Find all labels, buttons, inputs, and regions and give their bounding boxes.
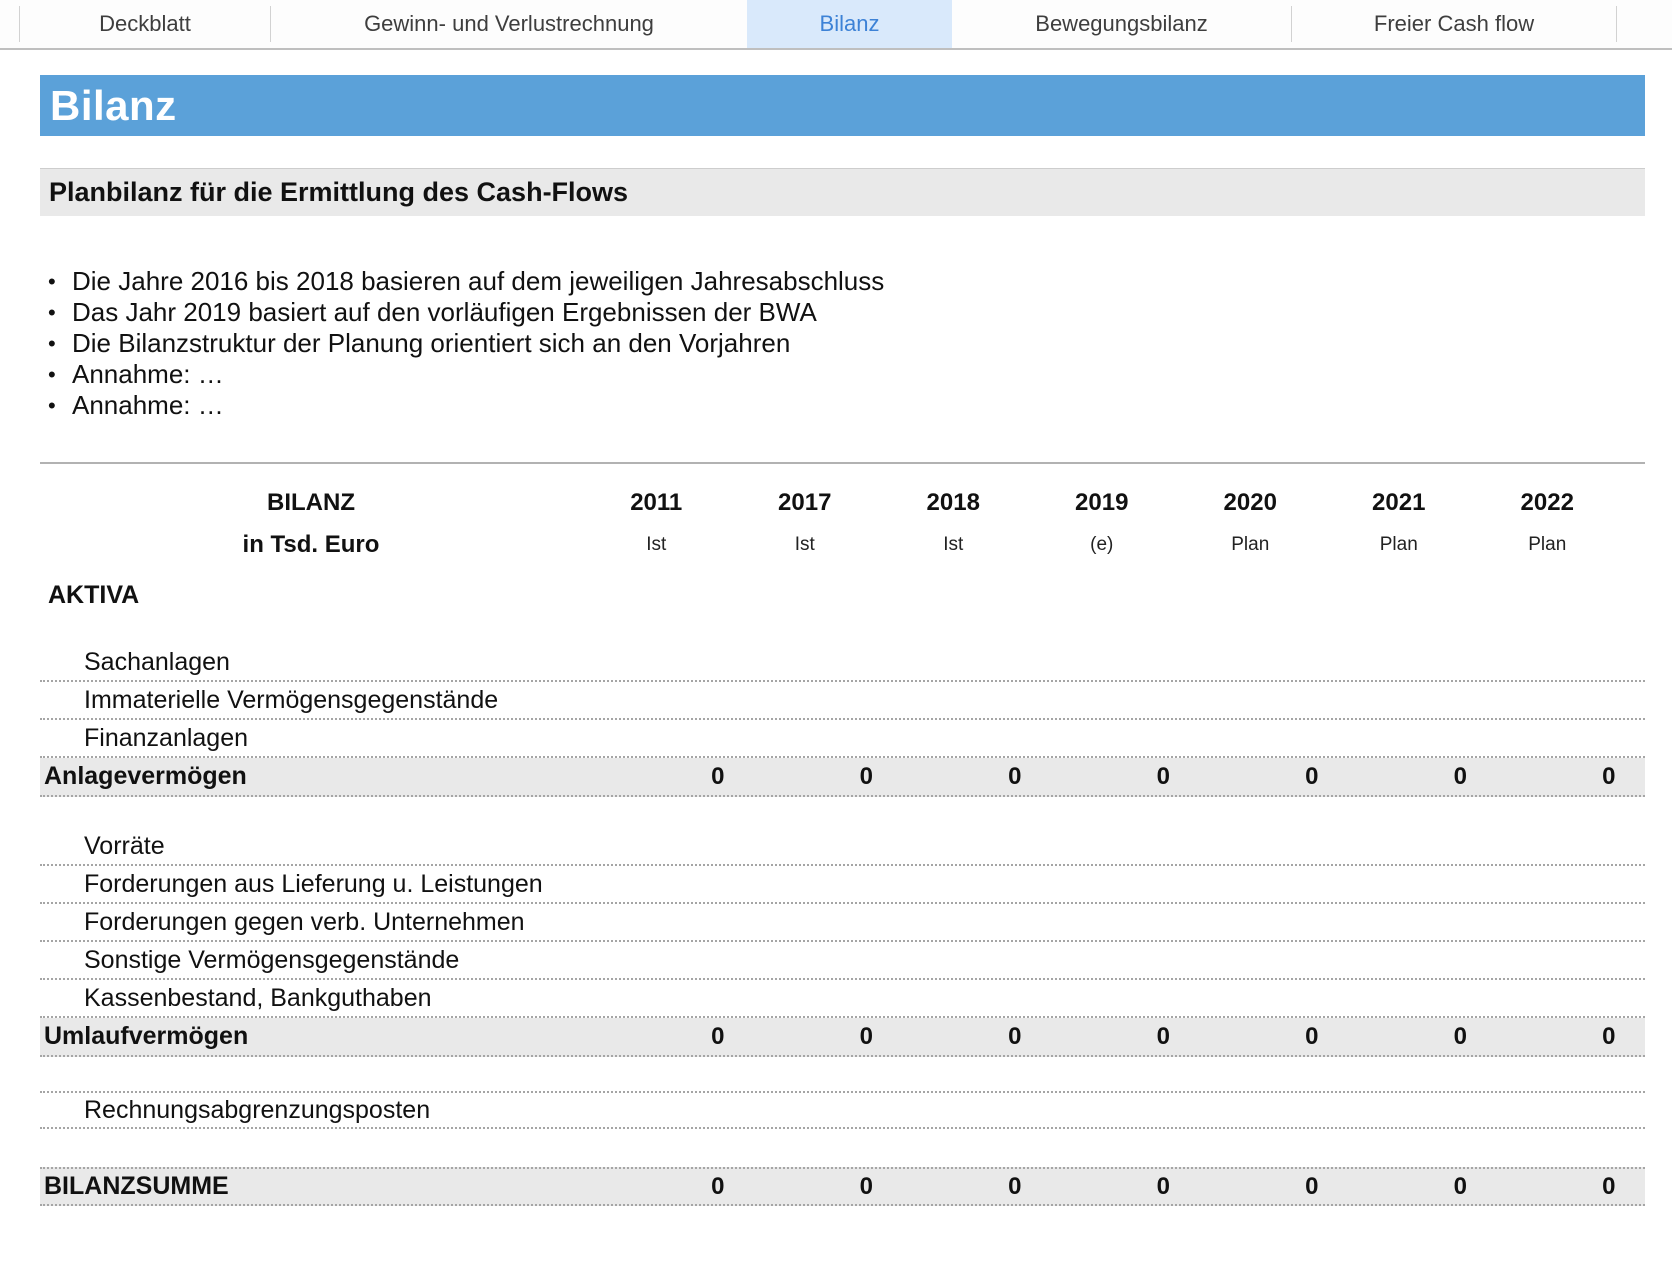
cell-value: 0	[711, 762, 725, 790]
bullet-icon: •	[48, 393, 56, 418]
column-type: Ist	[794, 534, 815, 555]
total-row-umlaufvermoegen	[40, 1018, 1645, 1057]
cell-value: 0	[1008, 762, 1022, 790]
spacer-row	[40, 1129, 1645, 1167]
tab-gewinn-und-verlustrechnung[interactable]: Gewinn- und Verlustrechnung	[364, 11, 654, 36]
row-label: BILANZSUMME	[44, 1172, 229, 1200]
table-row	[40, 980, 1645, 1018]
cell-value: 0	[859, 1172, 873, 1200]
cell-value: 0	[859, 1022, 873, 1050]
sheet-tab-bar	[0, 0, 1672, 50]
cell-value: 0	[1008, 1172, 1022, 1200]
section-heading: Planbilanz für die Ermittlung des Cash-Flows	[49, 177, 629, 207]
cell-value: 0	[1008, 1022, 1022, 1050]
tabbar-lead-space	[0, 0, 19, 48]
table-header-years	[40, 484, 1645, 522]
row-label: Forderungen gegen verb. Unternehmen	[84, 907, 525, 936]
column-type: (e)	[1090, 534, 1114, 555]
note-text: Die Jahre 2016 bis 2018 basieren auf dem jeweiligen Jahresabschluss	[72, 266, 885, 296]
cell-value: 0	[1602, 762, 1616, 790]
cell-value: 0	[711, 1172, 725, 1200]
cell-value: 0	[1602, 1172, 1616, 1200]
column-type: Plan	[1231, 534, 1270, 555]
year-header: 2017	[778, 489, 832, 516]
section-label-aktiva: AKTIVA	[48, 580, 140, 609]
note-item	[40, 390, 1645, 421]
bullet-icon: •	[48, 362, 56, 387]
row-label: Immaterielle Vermögensgegenstände	[84, 685, 499, 714]
tab-deckblatt[interactable]: Deckblatt	[99, 11, 191, 36]
column-type: Ist	[646, 534, 667, 555]
notes-list	[40, 266, 1645, 421]
note-text: Annahme: …	[72, 359, 224, 389]
row-label: Umlaufvermögen	[44, 1022, 249, 1050]
note-item	[40, 328, 1645, 359]
bullet-icon: •	[48, 269, 56, 294]
tabbar-empty-space	[1617, 0, 1672, 48]
spacer-row	[40, 614, 1645, 644]
year-header: 2018	[926, 489, 980, 516]
table-row	[40, 904, 1645, 942]
page-title: Bilanz	[50, 81, 177, 129]
row-label: Vorräte	[84, 831, 165, 860]
row-label: Anlagevermögen	[44, 762, 247, 790]
cell-value: 0	[1305, 1022, 1319, 1050]
table-row	[40, 1091, 1645, 1129]
tab-bilanz-active[interactable]: Bilanz	[747, 0, 952, 48]
table-header-types	[40, 522, 1645, 568]
cell-value: 0	[1305, 1172, 1319, 1200]
cell-value: 0	[1453, 1172, 1467, 1200]
year-header: 2019	[1075, 489, 1129, 516]
column-type: Plan	[1528, 534, 1567, 555]
row-label: Sachanlagen	[84, 647, 230, 676]
total-row-bilanzsumme	[40, 1167, 1645, 1206]
table-row	[40, 720, 1645, 758]
table-row	[40, 644, 1645, 682]
column-type: Plan	[1379, 534, 1418, 555]
table-title: BILANZ	[267, 489, 355, 516]
note-item	[40, 266, 1645, 297]
horizontal-divider	[40, 462, 1645, 464]
year-header: 2020	[1223, 489, 1277, 516]
row-label: Forderungen aus Lieferung u. Leistungen	[84, 869, 543, 898]
note-text: Die Bilanzstruktur der Planung orientiert sich an den Vorjahren	[72, 328, 791, 358]
cell-value: 0	[1453, 762, 1467, 790]
note-item	[40, 297, 1645, 328]
row-label: Sonstige Vermögensgegenstände	[84, 945, 460, 974]
cell-value: 0	[1156, 1172, 1170, 1200]
cell-value: 0	[859, 762, 873, 790]
cell-value: 0	[1453, 1022, 1467, 1050]
tab-bewegungsbilanz[interactable]: Bewegungsbilanz	[1035, 11, 1208, 36]
tab-freier-cash-flow[interactable]: Freier Cash flow	[1373, 11, 1535, 36]
table-row	[40, 682, 1645, 720]
total-row-anlagevermoegen	[40, 758, 1645, 797]
column-type: Ist	[943, 534, 964, 555]
row-label: Finanzanlagen	[84, 723, 249, 752]
bullet-icon: •	[48, 300, 56, 325]
table-row	[40, 828, 1645, 866]
balance-table	[40, 484, 1645, 1206]
note-text: Das Jahr 2019 basiert auf den vorläufigen Ergebnissen der BWA	[72, 297, 817, 327]
section-heading-band	[40, 168, 1645, 216]
spacer-row	[40, 1057, 1645, 1091]
spacer-row	[40, 797, 1645, 828]
cell-value: 0	[1156, 1022, 1170, 1050]
cell-value: 0	[1305, 762, 1319, 790]
cell-value: 0	[1602, 1022, 1616, 1050]
cell-value: 0	[711, 1022, 725, 1050]
page-title-bar	[40, 75, 1645, 136]
table-subtitle: in Tsd. Euro	[242, 531, 380, 558]
cell-value: 0	[1156, 762, 1170, 790]
table-row	[40, 942, 1645, 980]
year-header: 2021	[1372, 489, 1426, 516]
note-text: Annahme: …	[72, 390, 224, 420]
row-label: Rechnungsabgrenzungsposten	[84, 1095, 431, 1124]
note-item	[40, 359, 1645, 390]
year-header: 2022	[1520, 489, 1574, 516]
row-label: Kassenbestand, Bankguthaben	[84, 983, 432, 1012]
table-row	[40, 866, 1645, 904]
bullet-icon: •	[48, 331, 56, 356]
year-header: 2011	[630, 489, 683, 516]
